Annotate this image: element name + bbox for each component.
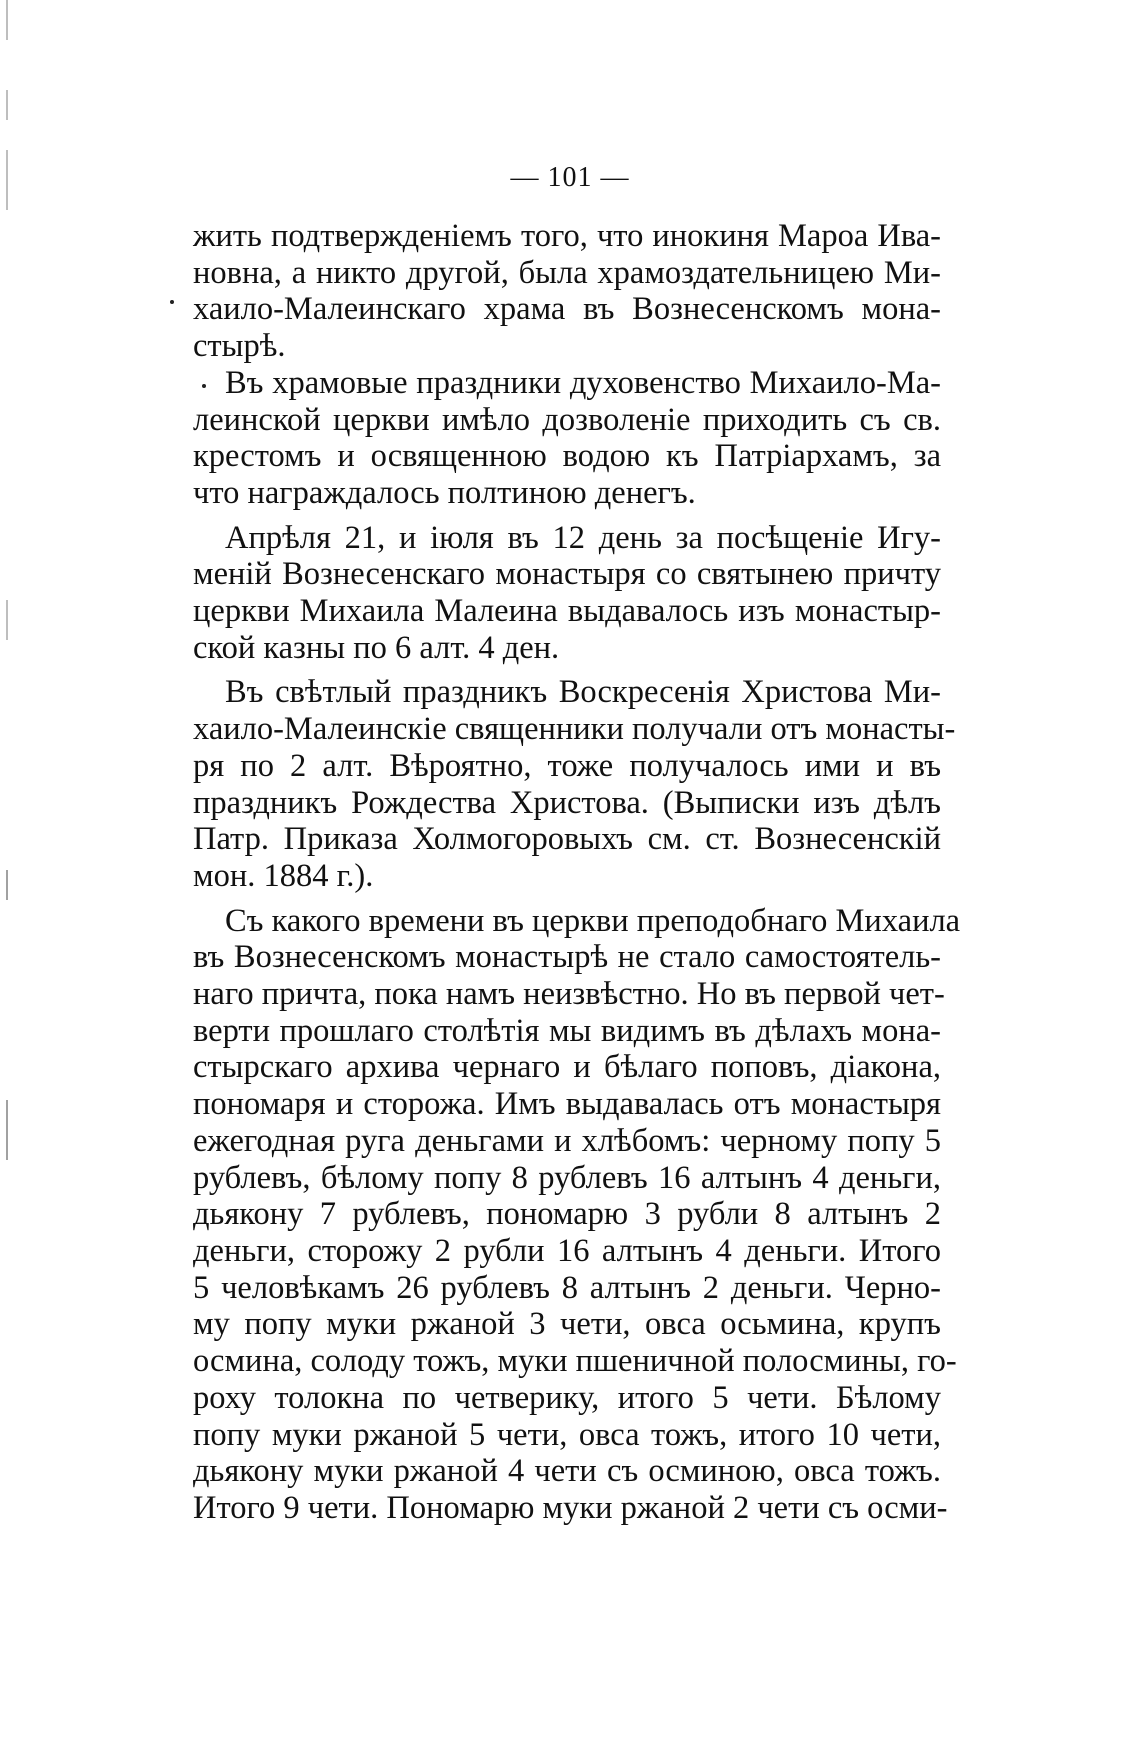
text-line: Съ какого времени въ церкви преподобнаго Михаила [225,902,961,939]
text-line: Апрѣля 21, и іюля въ 12 день за посѣщеніе Игу- [225,519,941,556]
text-line: наго причта, пока намъ неизвѣстно. Но въ первой чет- [193,976,945,1013]
text-line: Патр. Приказа Холмогоровыхъ см. ст. Вознесенскій [193,821,941,858]
text-line: дьякону 7 рублевъ, пономарю 3 рубли 8 алтынъ 2 [193,1196,941,1233]
text-line: попу муки ржаной 5 чети, овса тожъ, итого 10 чети, [193,1416,941,1453]
text-line: Итого 9 чети. Пономарю муки ржаной 2 чети съ осми- [193,1489,948,1526]
text-line: му попу муки ржаной 3 чети, овса осьмина, крупъ [193,1306,941,1343]
scan-margin-mark [6,600,8,640]
text-line: Въ свѣтлый праздникъ Воскресенія Христова Ми- [225,674,941,711]
paragraph [193,365,941,512]
text-line: ежегодная руга деньгами и хлѣбомъ: черному попу 5 [193,1122,941,1159]
text-line: стырѣ. [193,328,286,365]
text-line: меній Вознесенскаго монастыря со святынею причту [193,556,941,593]
text-line: что награждалось полтиною денегъ. [193,474,696,511]
text-line: рублевъ, бѣлому попу 8 рублевъ 16 алтынъ 4 деньги, [193,1159,941,1196]
page-number: — 101 — [510,162,630,193]
text-line: новна, а никто другой, была храмоздательницею Ми- [193,254,941,291]
text-line: пономаря и сторожа. Имъ выдавалась отъ монастыря [193,1086,941,1123]
scan-margin-mark [6,1100,8,1160]
text-line: мон. 1884 г.). [193,857,374,894]
text-line: хаило-Малеинскаго храма въ Вознесенскомъ мона- [193,291,941,328]
scan-margin-mark [6,0,8,40]
text-line: праздникъ Рождества Христова. (Выписки изъ дѣлъ [193,784,941,821]
text-line: крестомъ и освященною водою къ Патріархамъ, за [193,438,941,475]
text-line: жить подтвержденіемъ того, что инокиня Мароа Ива- [193,218,941,254]
text-line: осмина, солоду тожъ, муки пшеничной полосмины, го- [193,1343,957,1380]
text-line: хаило-Малеинскіе священники получали отъ монасты- [193,711,956,748]
text-line: верти прошлаго столѣтія мы видимъ въ дѣлахъ мона- [193,1012,941,1049]
scan-speck [170,300,174,304]
text-line: церкви Михаила Малеина выдавалось изъ монастыр- [193,593,941,630]
text-line: леинской церкви имѣло дозволеніе приходить съ св. [193,401,941,438]
text-line: въ Вознесенскомъ монастырѣ не стало самостоятель- [193,939,941,976]
text-line: ря по 2 алт. Вѣроятно, тоже получалось ими и въ [193,747,941,784]
paragraph [193,902,961,1527]
paragraph [193,520,941,667]
text-line: дьякону муки ржаной 4 чети съ осминою, овса тожъ. [193,1453,941,1490]
text-line: роху толокна по четверику, итого 5 чети. Бѣлому [193,1379,941,1416]
scan-margin-mark [6,870,8,900]
text-line: деньги, сторожу 2 рубли 16 алтынъ 4 деньги. Итого [193,1232,941,1269]
paragraph [193,218,941,365]
text-line: стырскаго архива чернаго и бѣлаго поповъ, діакона, [193,1049,941,1086]
text-line: 5 человѣкамъ 26 рублевъ 8 алтынъ 2 деньги. Черно- [193,1269,941,1306]
body-text [193,218,961,1527]
text-line: Въ храмовые праздники духовенство Михаило-Ма- [225,364,941,401]
text-line: ской казны по 6 алт. 4 ден. [193,629,560,666]
scan-margin-mark [6,90,8,120]
paragraph [193,674,956,894]
